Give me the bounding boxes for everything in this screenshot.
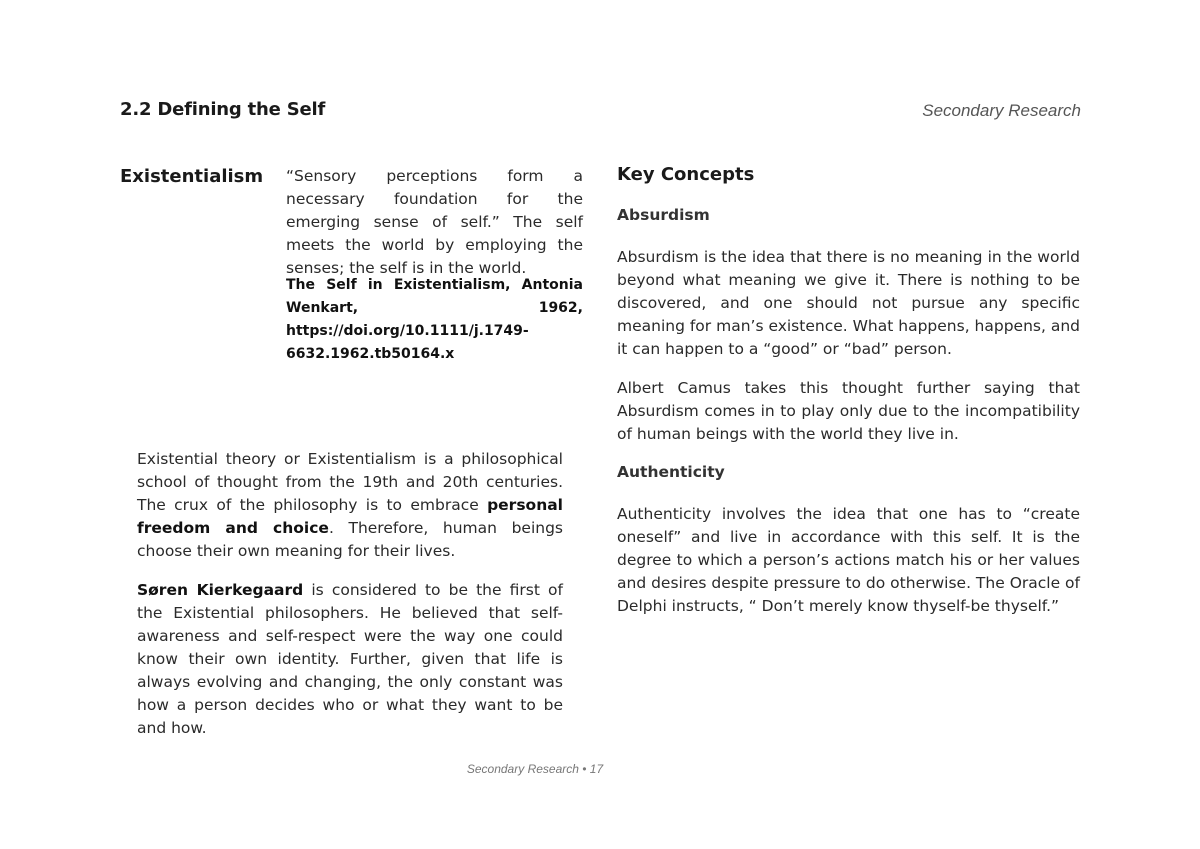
authenticity-heading: Authenticity [617, 463, 725, 481]
kierkegaard-paragraph [137, 579, 563, 740]
absurdism-paragraph-1: Absurdism is the idea that there is no meaning in the world beyond what meaning we give it. There is nothing to be discovered, and one should not pursue any specific meaning for man’s existence. What happens, happens, and it can happen to a “good” or “bad” person. [617, 248, 1081, 358]
para2-text: is considered to be the first of the Existential philosophers. He believed that self-awareness and self-respect were the way one could know their own identity. Further, given that life is always evolving and changing, the only constant was how a person decides who or what they want to be and how. [137, 581, 563, 737]
authenticity-paragraph: Authenticity involves the idea that one has to “create oneself” and live in accordance with this self. It is the degree to which a person’s actions match his or her values and desires despite pressure to do otherwise. The Oracle of Delphi instructs, “ Don’t merely know thyself-be thyself.” [617, 505, 1080, 615]
para2-emphasis: Søren Kierkegaard [137, 581, 304, 599]
page-footer: Secondary Research • 17 [466, 762, 604, 776]
absurdism-heading: Absurdism [617, 206, 710, 224]
quote-citation: The Self in Existentialism, Antonia Wenkart, 1962, https://doi.org/10.1111/j.1749-6632.1962.tb50164.x [286, 277, 583, 362]
existentialism-paragraph [137, 448, 563, 563]
key-concepts-heading: Key Concepts [617, 164, 755, 185]
existentialism-heading: Existentialism [120, 166, 264, 187]
sensory-quote: “Sensory perceptions form a necessary foundation for the emerging sense of self.” The self meets the world by employing the senses; the self is in the world. [286, 167, 583, 277]
absurdism-paragraph-2: Albert Camus takes this thought further saying that Absurdism comes in to play only due to the incompatibility of human beings with the world they live in. [617, 379, 1080, 443]
para1-text-a: Existential theory or Existentialism is a philosophical school of thought from the 19th and 20th centuries. The crux of the philosophy is to embrace [137, 450, 563, 514]
section-tag: Secondary Research [922, 101, 1081, 120]
para1-emphasis: personal freedom and choice [137, 496, 563, 537]
para1-text-b: . Therefore, human beings choose their own meaning for their lives. [137, 519, 563, 560]
section-title: 2.2 Defining the Self [120, 99, 326, 120]
